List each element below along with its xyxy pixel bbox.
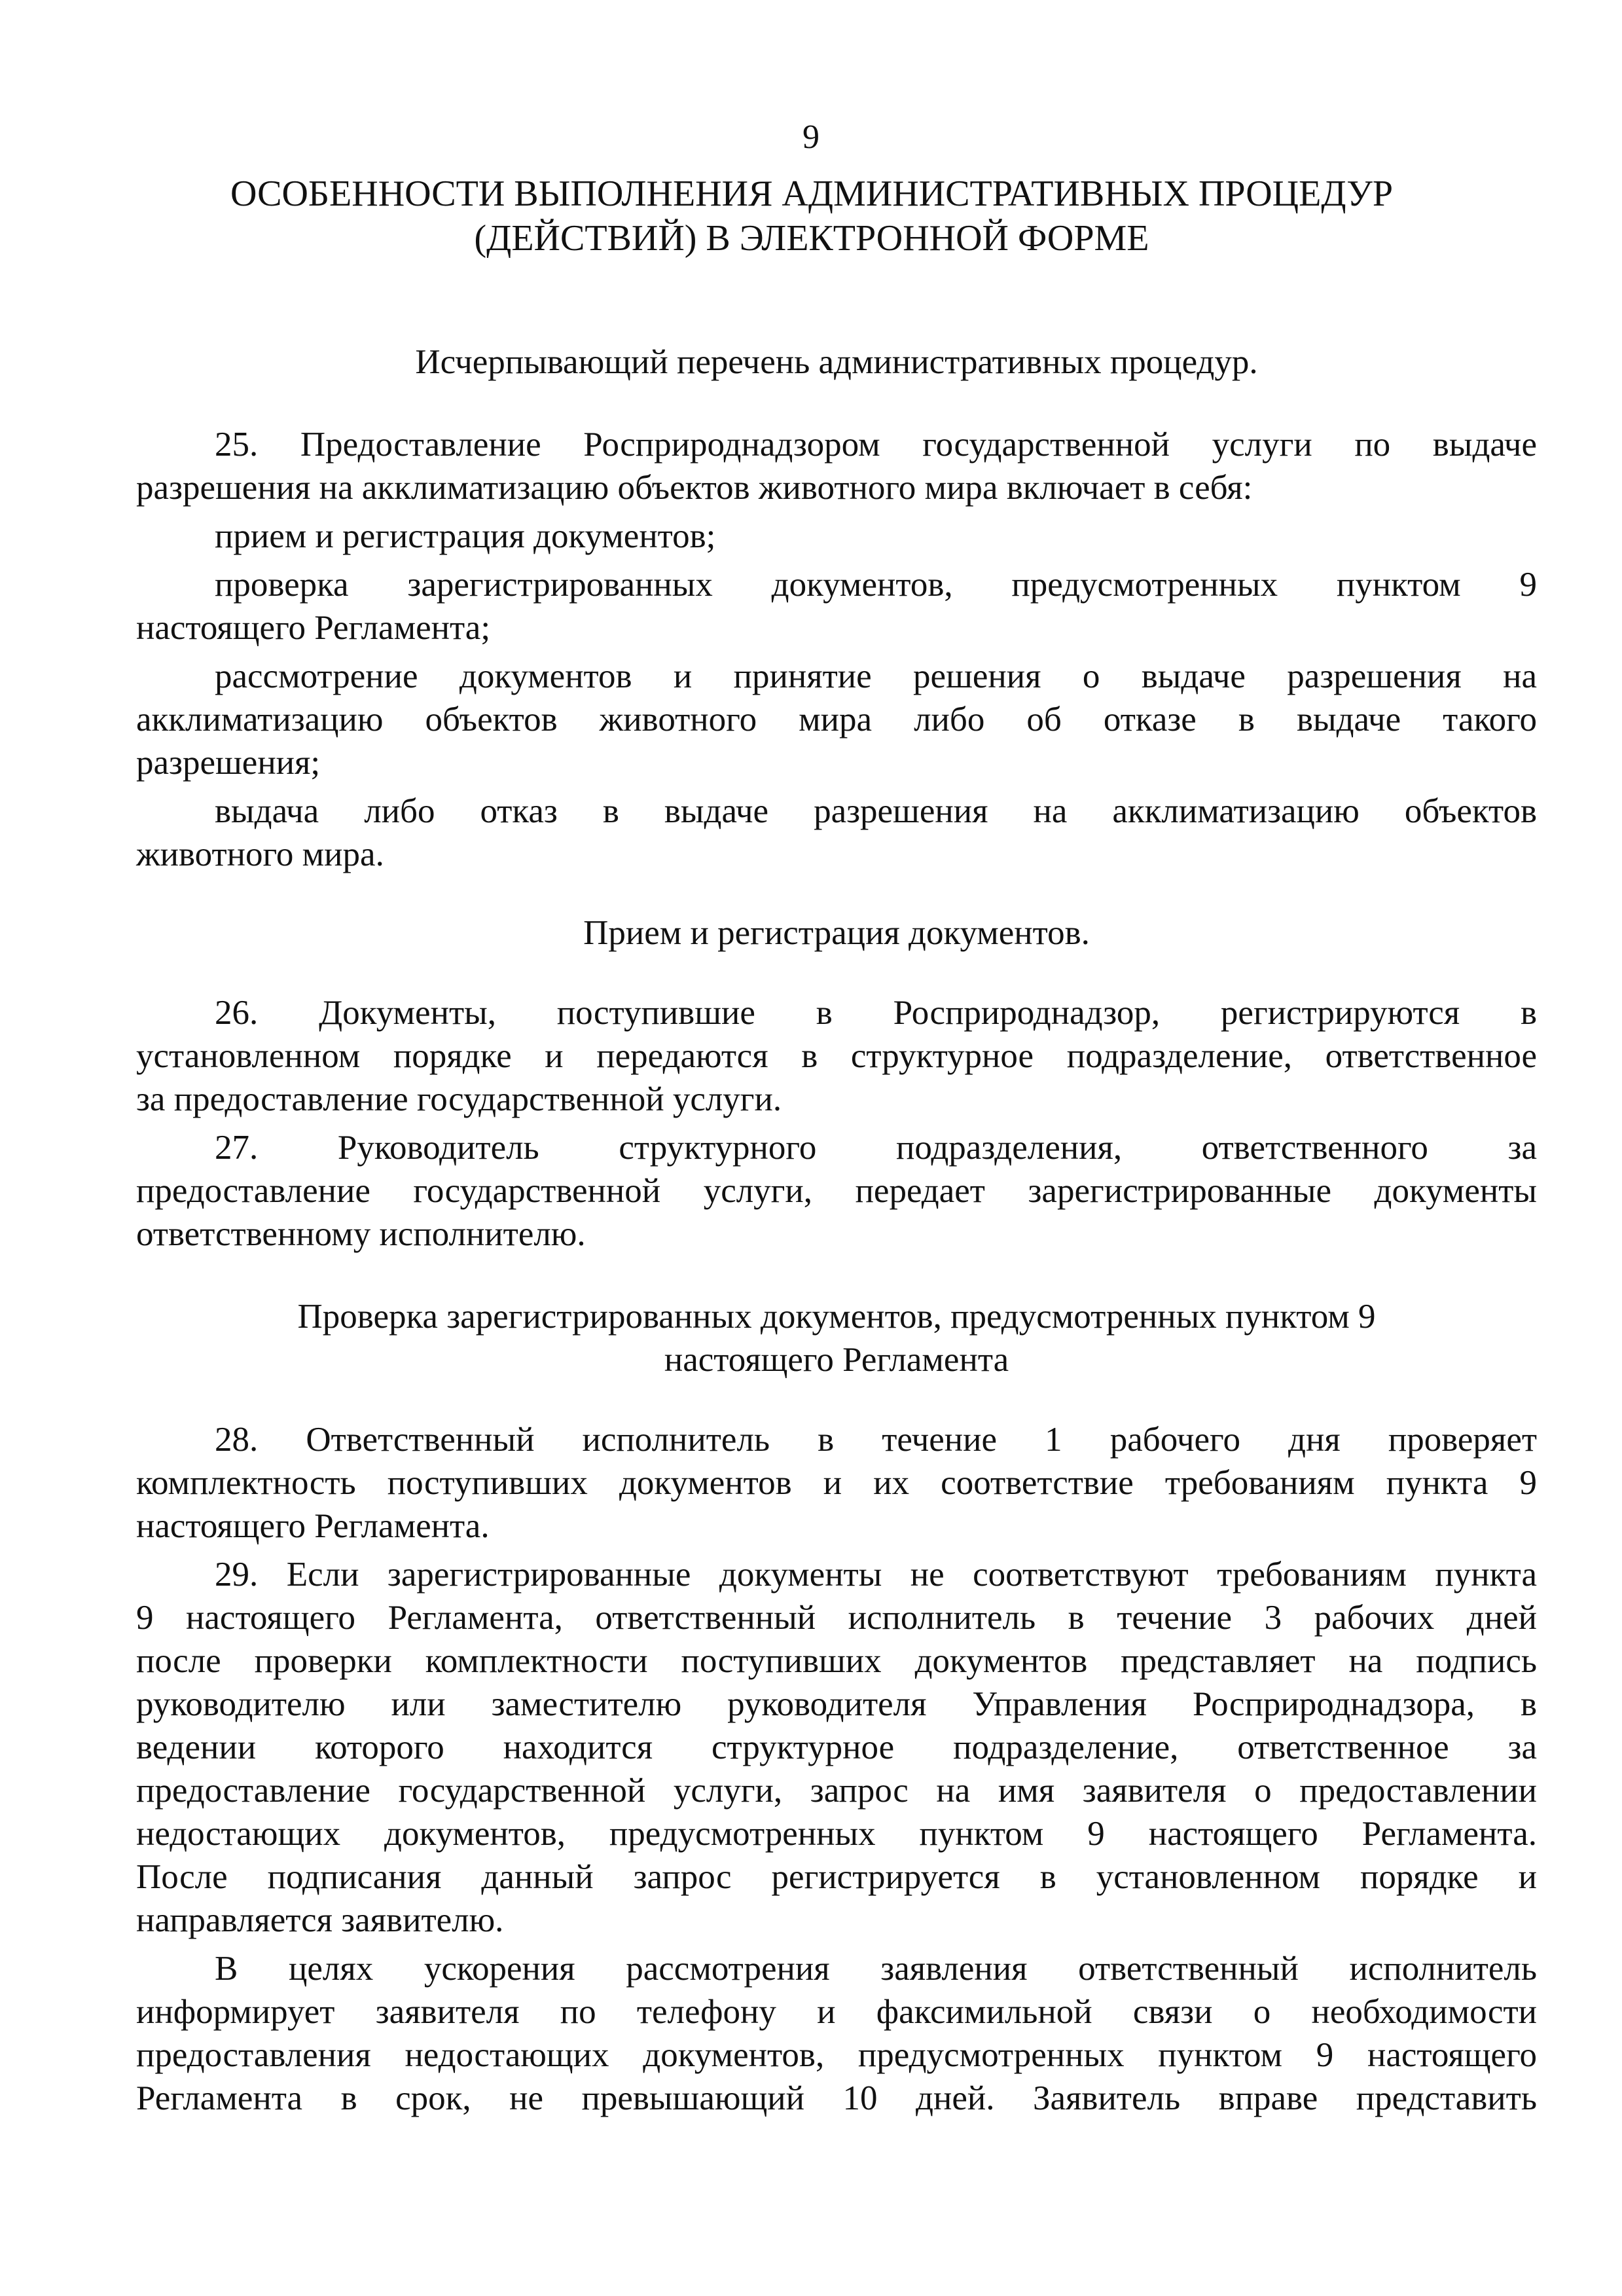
text-line: настоящего Регламента; bbox=[136, 609, 491, 647]
list-item bbox=[136, 515, 1537, 558]
paragraph-27 bbox=[136, 1126, 1537, 1256]
text-line: направляется заявителю. bbox=[136, 1901, 504, 1939]
text-line: руководителю или заместителю руководителя Управления Росприроднадзора, в bbox=[136, 1685, 1537, 1723]
text-line: предоставление государственной услуги, передает зарегистрированные документы bbox=[136, 1172, 1537, 1210]
list-item bbox=[136, 563, 1537, 649]
text-line: комплектность поступивших документов и их соответствие требованиям пункта 9 bbox=[136, 1464, 1537, 1502]
text-line: акклиматизацию объектов животного мира либо об отказе в выдаче такого bbox=[136, 701, 1537, 738]
text-line: разрешения на акклиматизацию объектов животного мира включает в себя: bbox=[136, 469, 1253, 507]
text-line: прием и регистрация документов; bbox=[215, 517, 716, 555]
list-item bbox=[136, 655, 1537, 784]
text-line: После подписания данный запрос регистрируется в установленном порядке и bbox=[136, 1858, 1537, 1896]
text-line: рассмотрение документов и принятие решения о выдаче разрешения на bbox=[215, 657, 1537, 695]
text-line: установленном порядке и передаются в структурное подразделение, ответственное bbox=[136, 1037, 1537, 1075]
section-heading: Прием и регистрация документов. bbox=[583, 914, 1090, 952]
title-line: (ДЕЙСТВИЙ) В ЭЛЕКТРОННОЙ ФОРМЕ bbox=[474, 218, 1149, 259]
text-line: после проверки комплектности поступивших документов представляет на подпись bbox=[136, 1642, 1537, 1680]
text-line: 9 настоящего Регламента, ответственный исполнитель в течение 3 рабочих дней bbox=[136, 1599, 1537, 1637]
text-line: недостающих документов, предусмотренных пунктом 9 настоящего Регламента. bbox=[136, 1815, 1537, 1853]
text-line: проверка зарегистрированных документов, предусмотренных пунктом 9 bbox=[215, 566, 1537, 604]
paragraph-26 bbox=[136, 991, 1537, 1121]
section-heading: Исчерпывающий перечень административных процедур. bbox=[415, 343, 1258, 381]
paragraph-28 bbox=[136, 1418, 1537, 1548]
page-number: 9 bbox=[802, 118, 820, 156]
paragraph-continuation bbox=[136, 1947, 1537, 2120]
text-line: 25. Предоставление Росприроднадзором государственной услуги по выдаче bbox=[215, 426, 1537, 464]
title-line: ОСОБЕННОСТИ ВЫПОЛНЕНИЯ АДМИНИСТРАТИВНЫХ ПРОЦЕДУР bbox=[230, 173, 1393, 214]
paragraph-29 bbox=[136, 1553, 1537, 1942]
document-body bbox=[136, 340, 1537, 2120]
text-line: предоставление государственной услуги, запрос на имя заявителя о предоставлении bbox=[136, 1772, 1537, 1810]
text-line: 28. Ответственный исполнитель в течение 1 рабочего дня проверяет bbox=[215, 1421, 1537, 1459]
text-line: 29. Если зарегистрированные документы не соответствуют требованиям пункта bbox=[215, 1556, 1537, 1594]
text-line: ответственному исполнителю. bbox=[136, 1215, 586, 1253]
text-line: В целях ускорения рассмотрения заявления ответственный исполнитель bbox=[215, 1950, 1537, 1988]
text-line: Регламента в срок, не превышающий 10 дней. Заявитель вправе представить bbox=[136, 2079, 1537, 2117]
heading-line: Проверка зарегистрированных документов, предусмотренных пунктом 9 bbox=[297, 1298, 1376, 1336]
document-title bbox=[131, 172, 1492, 261]
text-line: выдача либо отказ в выдаче разрешения на акклиматизацию объектов bbox=[215, 792, 1537, 830]
paragraph-25 bbox=[136, 423, 1537, 509]
list-item bbox=[136, 790, 1537, 876]
text-line: 26. Документы, поступившие в Росприроднадзор, регистрируются в bbox=[215, 994, 1537, 1032]
heading-line: настоящего Регламента bbox=[664, 1341, 1009, 1379]
text-line: животного мира. bbox=[136, 835, 384, 873]
section-heading bbox=[136, 1295, 1537, 1381]
text-line: настоящего Регламента. bbox=[136, 1507, 490, 1545]
text-line: предоставления недостающих документов, предусмотренных пунктом 9 настоящего bbox=[136, 2036, 1537, 2074]
text-line: 27. Руководитель структурного подразделения, ответственного за bbox=[215, 1129, 1537, 1167]
text-line: информирует заявителя по телефону и факсимильной связи о необходимости bbox=[136, 1993, 1537, 2031]
text-line: ведении которого находится структурное подразделение, ответственное за bbox=[136, 1728, 1537, 1766]
text-line: за предоставление государственной услуги. bbox=[136, 1080, 782, 1118]
text-line: разрешения; bbox=[136, 744, 321, 782]
